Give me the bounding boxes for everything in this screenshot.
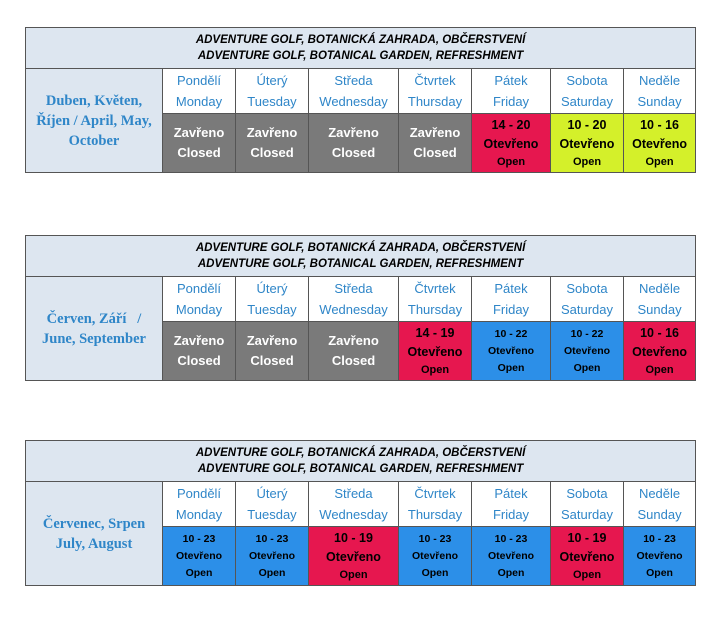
day-tuesday: Úterý Tuesday	[236, 482, 309, 527]
cell-monday-closed: Zavřeno Closed	[163, 322, 236, 381]
cell-friday-open: 10 - 22 Otevřeno Open	[472, 322, 551, 381]
day-saturday: Sobota Saturday	[551, 69, 624, 114]
cell-sunday-open: 10 - 23 Otevřeno Open	[624, 527, 696, 586]
cell-tuesday-closed: Zavřeno Closed	[236, 114, 309, 173]
day-friday: Pátek Friday	[472, 69, 551, 114]
day-thursday: Čtvrtek Thursday	[399, 69, 472, 114]
table-header	[26, 441, 696, 482]
schedule-table-spring-autumn	[25, 27, 696, 173]
cell-monday-open: 10 - 23 Otevřeno Open	[163, 527, 236, 586]
day-monday: Pondělí Monday	[163, 69, 236, 114]
day-thursday: Čtvrtek Thursday	[399, 482, 472, 527]
schedule-table-june-september	[25, 235, 696, 381]
day-wednesday: Středa Wednesday	[309, 69, 399, 114]
cell-tuesday-open: 10 - 23 Otevřeno Open	[236, 527, 309, 586]
header-line-cz: ADVENTURE GOLF, BOTANICKÁ ZAHRADA, OBČERSTVENÍ	[195, 447, 526, 459]
cell-thursday-closed: Zavřeno Closed	[399, 114, 472, 173]
day-monday: Pondělí Monday	[163, 277, 236, 322]
day-tuesday: Úterý Tuesday	[236, 277, 309, 322]
table-header	[26, 28, 696, 69]
day-sunday: Neděle Sunday	[624, 69, 696, 114]
day-friday: Pátek Friday	[472, 277, 551, 322]
cell-sunday-open: 10 - 16 Otevřeno Open	[624, 114, 696, 173]
cell-tuesday-closed: Zavřeno Closed	[236, 322, 309, 381]
header-line-en: ADVENTURE GOLF, BOTANICAL GARDEN, REFRESHMENT	[197, 50, 524, 62]
cell-monday-closed: Zavřeno Closed	[163, 114, 236, 173]
cell-friday-open: 10 - 23 Otevřeno Open	[472, 527, 551, 586]
season-label: Červen, Září / June, September	[26, 277, 163, 381]
day-saturday: Sobota Saturday	[551, 277, 624, 322]
day-wednesday: Středa Wednesday	[309, 277, 399, 322]
day-monday: Pondělí Monday	[163, 482, 236, 527]
day-saturday: Sobota Saturday	[551, 482, 624, 527]
table-header	[26, 236, 696, 277]
cell-wednesday-open: 10 - 19 Otevřeno Open	[309, 527, 399, 586]
day-sunday: Neděle Sunday	[624, 482, 696, 527]
cell-saturday-open: 10 - 22 Otevřeno Open	[551, 322, 624, 381]
cell-saturday-open: 10 - 20 Otevřeno Open	[551, 114, 624, 173]
cell-friday-open: 14 - 20 Otevřeno Open	[472, 114, 551, 173]
cell-wednesday-closed: Zavřeno Closed	[309, 322, 399, 381]
cell-wednesday-closed: Zavřeno Closed	[309, 114, 399, 173]
header-line-cz: ADVENTURE GOLF, BOTANICKÁ ZAHRADA, OBČERSTVENÍ	[195, 34, 526, 46]
header-line-cz: ADVENTURE GOLF, BOTANICKÁ ZAHRADA, OBČERSTVENÍ	[195, 242, 526, 254]
day-thursday: Čtvrtek Thursday	[399, 277, 472, 322]
cell-sunday-open: 10 - 16 Otevřeno Open	[624, 322, 696, 381]
cell-thursday-open: 10 - 23 Otevřeno Open	[399, 527, 472, 586]
day-tuesday: Úterý Tuesday	[236, 69, 309, 114]
cell-saturday-open: 10 - 19 Otevřeno Open	[551, 527, 624, 586]
day-wednesday: Středa Wednesday	[309, 482, 399, 527]
day-sunday: Neděle Sunday	[624, 277, 696, 322]
day-friday: Pátek Friday	[472, 482, 551, 527]
season-label: Červenec, Srpen July, August	[26, 482, 163, 586]
cell-thursday-open: 14 - 19 Otevřeno Open	[399, 322, 472, 381]
season-label: Duben, Květen, Říjen / April, May, October	[26, 69, 163, 173]
header-line-en: ADVENTURE GOLF, BOTANICAL GARDEN, REFRESHMENT	[197, 463, 524, 475]
schedule-table-july-august	[25, 440, 696, 586]
header-line-en: ADVENTURE GOLF, BOTANICAL GARDEN, REFRESHMENT	[197, 258, 524, 270]
